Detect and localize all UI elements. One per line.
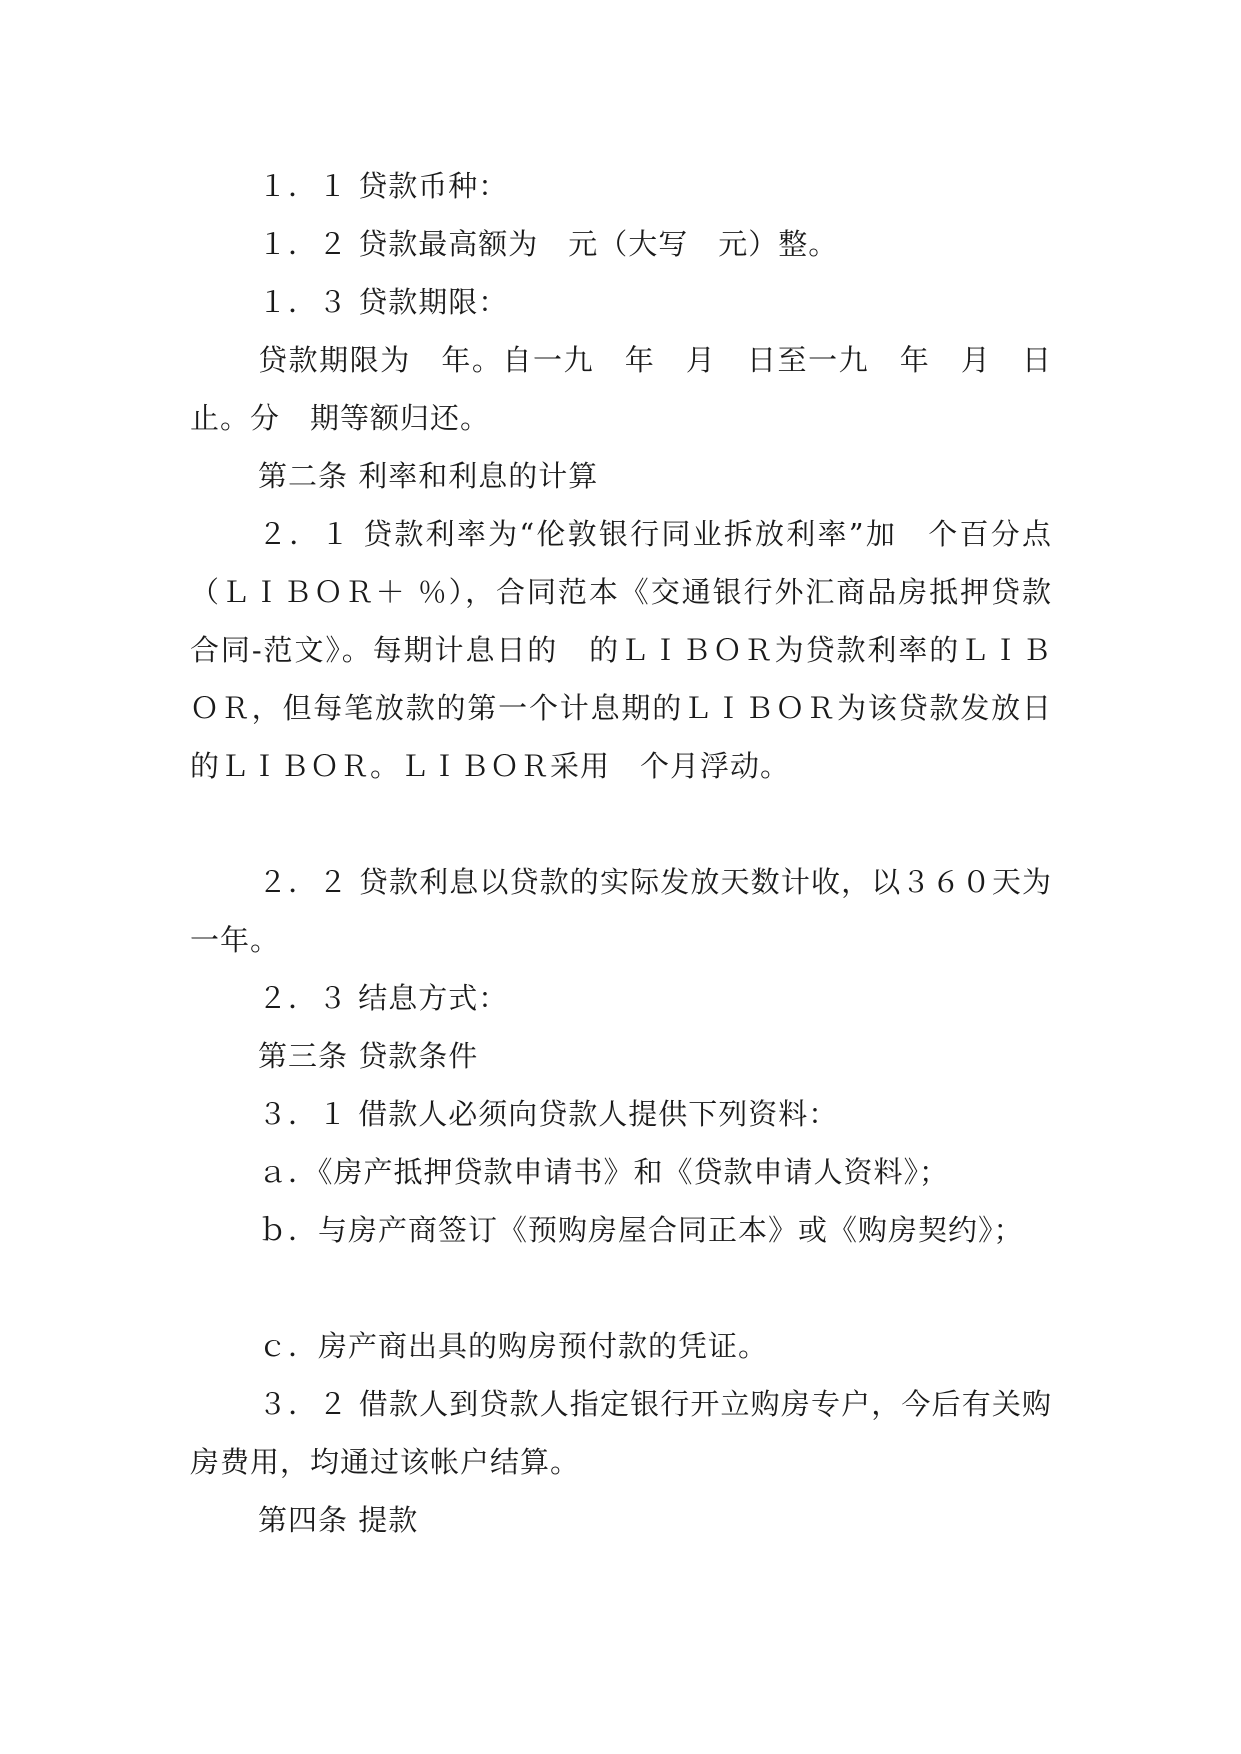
clause-2-1: ２．１ 贷款利率为“伦敦银行同业拆放利率”加 个百分点（ＬＩＢＯＲ＋ ％），合同范本《交通银行外汇商品房抵押贷款合同-范文》。每期计息日的 的ＬＩＢＯＲ为贷款利率的ＬＩＢＯＲ，但每笔放款的第一个计息期的ＬＩＢＯＲ为该贷款发放日的ＬＩＢＯＲ。ＬＩＢＯＲ采用 个月浮动。 xyxy=(190,517,1052,783)
clause-1-2: １．２ 贷款最高额为 元（大写 元）整。 xyxy=(258,227,839,261)
clause-2-3: ２．３ 结息方式： xyxy=(258,981,509,1015)
clause-1-1: １．１ 贷款币种： xyxy=(258,169,509,203)
article-2-heading: 第二条 利率和利息的计算 xyxy=(258,459,599,493)
article-4-heading: 第四条 提款 xyxy=(258,1503,419,1537)
clause-2-2: ２．２ 贷款利息以贷款的实际发放天数计收，以３６０天为一年。 xyxy=(190,865,1052,957)
clause-1-3: １．３ 贷款期限： xyxy=(258,285,509,319)
loan-term-paragraph: 贷款期限为 年。自一九 年 月 日至一九 年 月 日止。分 期等额归还。 xyxy=(190,343,1052,435)
clause-3-1: ３．１ 借款人必须向贷款人提供下列资料： xyxy=(258,1097,839,1131)
clause-3-2: ３．２ 借款人到贷款人指定银行开立购房专户，今后有关购房费用，均通过该帐户结算。 xyxy=(190,1387,1052,1479)
article-3-heading: 第三条 贷款条件 xyxy=(258,1039,479,1073)
list-item-a: ａ．《房产抵押贷款申请书》和《贷款申请人资料》； xyxy=(258,1155,950,1189)
list-item-c: ｃ．房产商出具的购房预付款的凭证。 xyxy=(258,1329,769,1363)
list-item-b: ｂ．与房产商签订《预购房屋合同正本》或《购房契约》； xyxy=(258,1213,1024,1247)
